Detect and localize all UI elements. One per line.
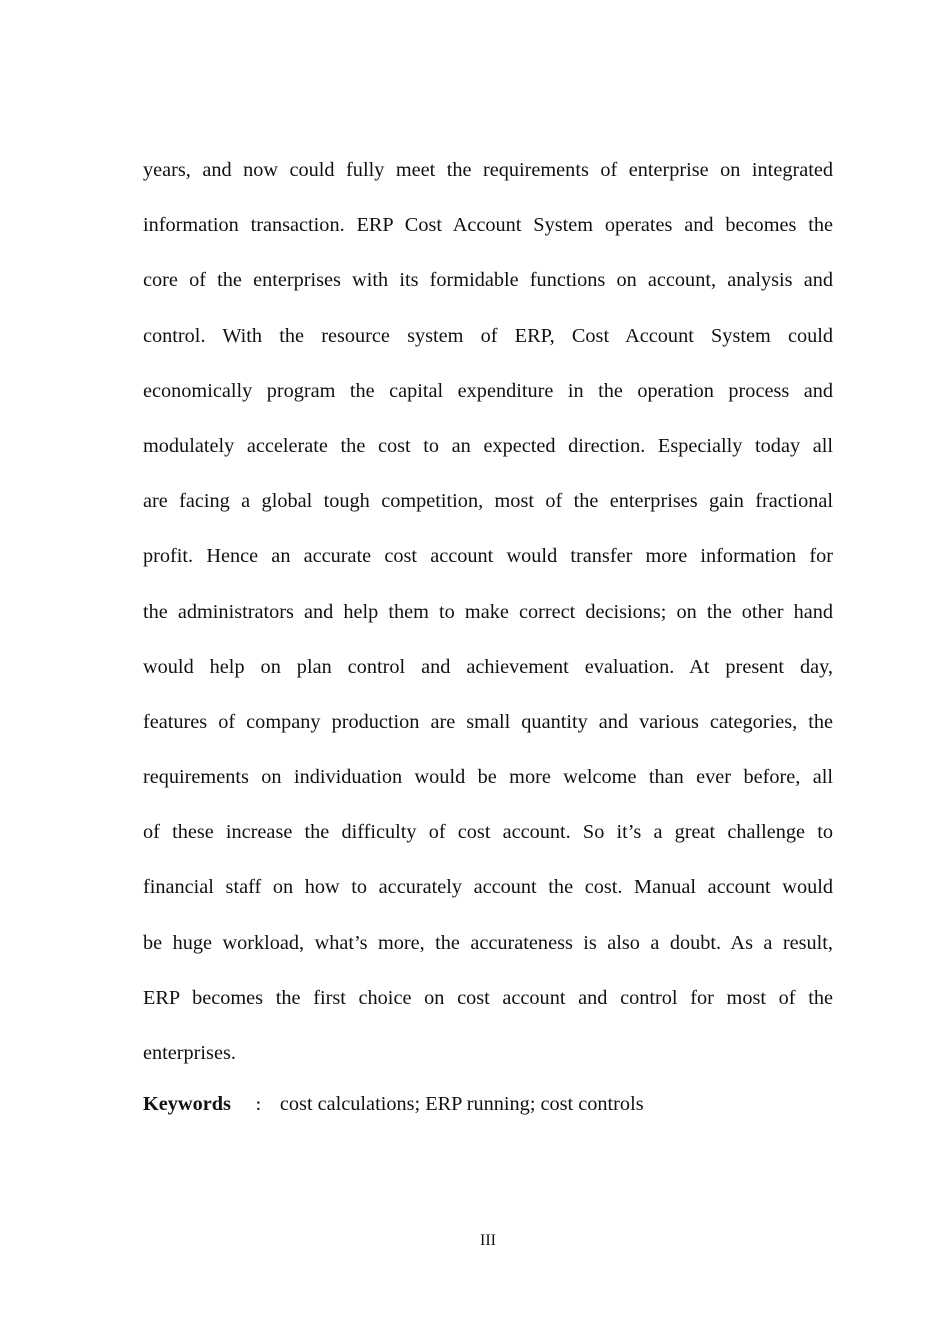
keywords-label: Keywords: [143, 1093, 231, 1115]
text-line: requirements on individuation would be more welcome than ever before, all: [143, 766, 833, 789]
text-line: would help on plan control and achievement evaluation. At present day,: [143, 655, 833, 678]
page-number: III: [480, 1232, 496, 1249]
text-line: economically program the capital expenditure in the operation process and: [143, 379, 833, 402]
keywords-line: [143, 1088, 644, 1121]
text-line: core of the enterprises with its formidable functions on account, analysis and: [143, 269, 833, 292]
text-line: years, and now could fully meet the requirements of enterprise on integrated: [143, 159, 833, 181]
text-line: ERP becomes the first choice on cost account and control for most of the: [143, 986, 833, 1009]
text-line: enterprises.: [143, 1042, 236, 1064]
text-line: information transaction. ERP Cost Account System operates and becomes the: [143, 214, 833, 237]
keywords-separator: ：: [254, 1096, 270, 1114]
keywords-value: cost calculations; ERP running; cost controls: [279, 1093, 644, 1115]
text-line: features of company production are small quantity and various categories, the: [143, 710, 833, 733]
text-line: the administrators and help them to make correct decisions; on the other hand: [143, 600, 833, 623]
text-line: modulately accelerate the cost to an expected direction. Especially today all: [143, 434, 833, 457]
abstract-body: [143, 143, 833, 1081]
text-line: be huge workload, what’s more, the accurateness is also a doubt. As a result,: [143, 931, 833, 954]
text-line: are facing a global tough competition, most of the enterprises gain fractional: [143, 490, 833, 513]
text-line: control. With the resource system of ERP, Cost Account System could: [143, 324, 833, 347]
text-line: profit. Hence an accurate cost account would transfer more information for: [143, 545, 833, 568]
text-line: of these increase the difficulty of cost account. So it’s a great challenge to: [143, 821, 833, 844]
text-line: financial staff on how to accurately account the cost. Manual account would: [143, 876, 833, 899]
